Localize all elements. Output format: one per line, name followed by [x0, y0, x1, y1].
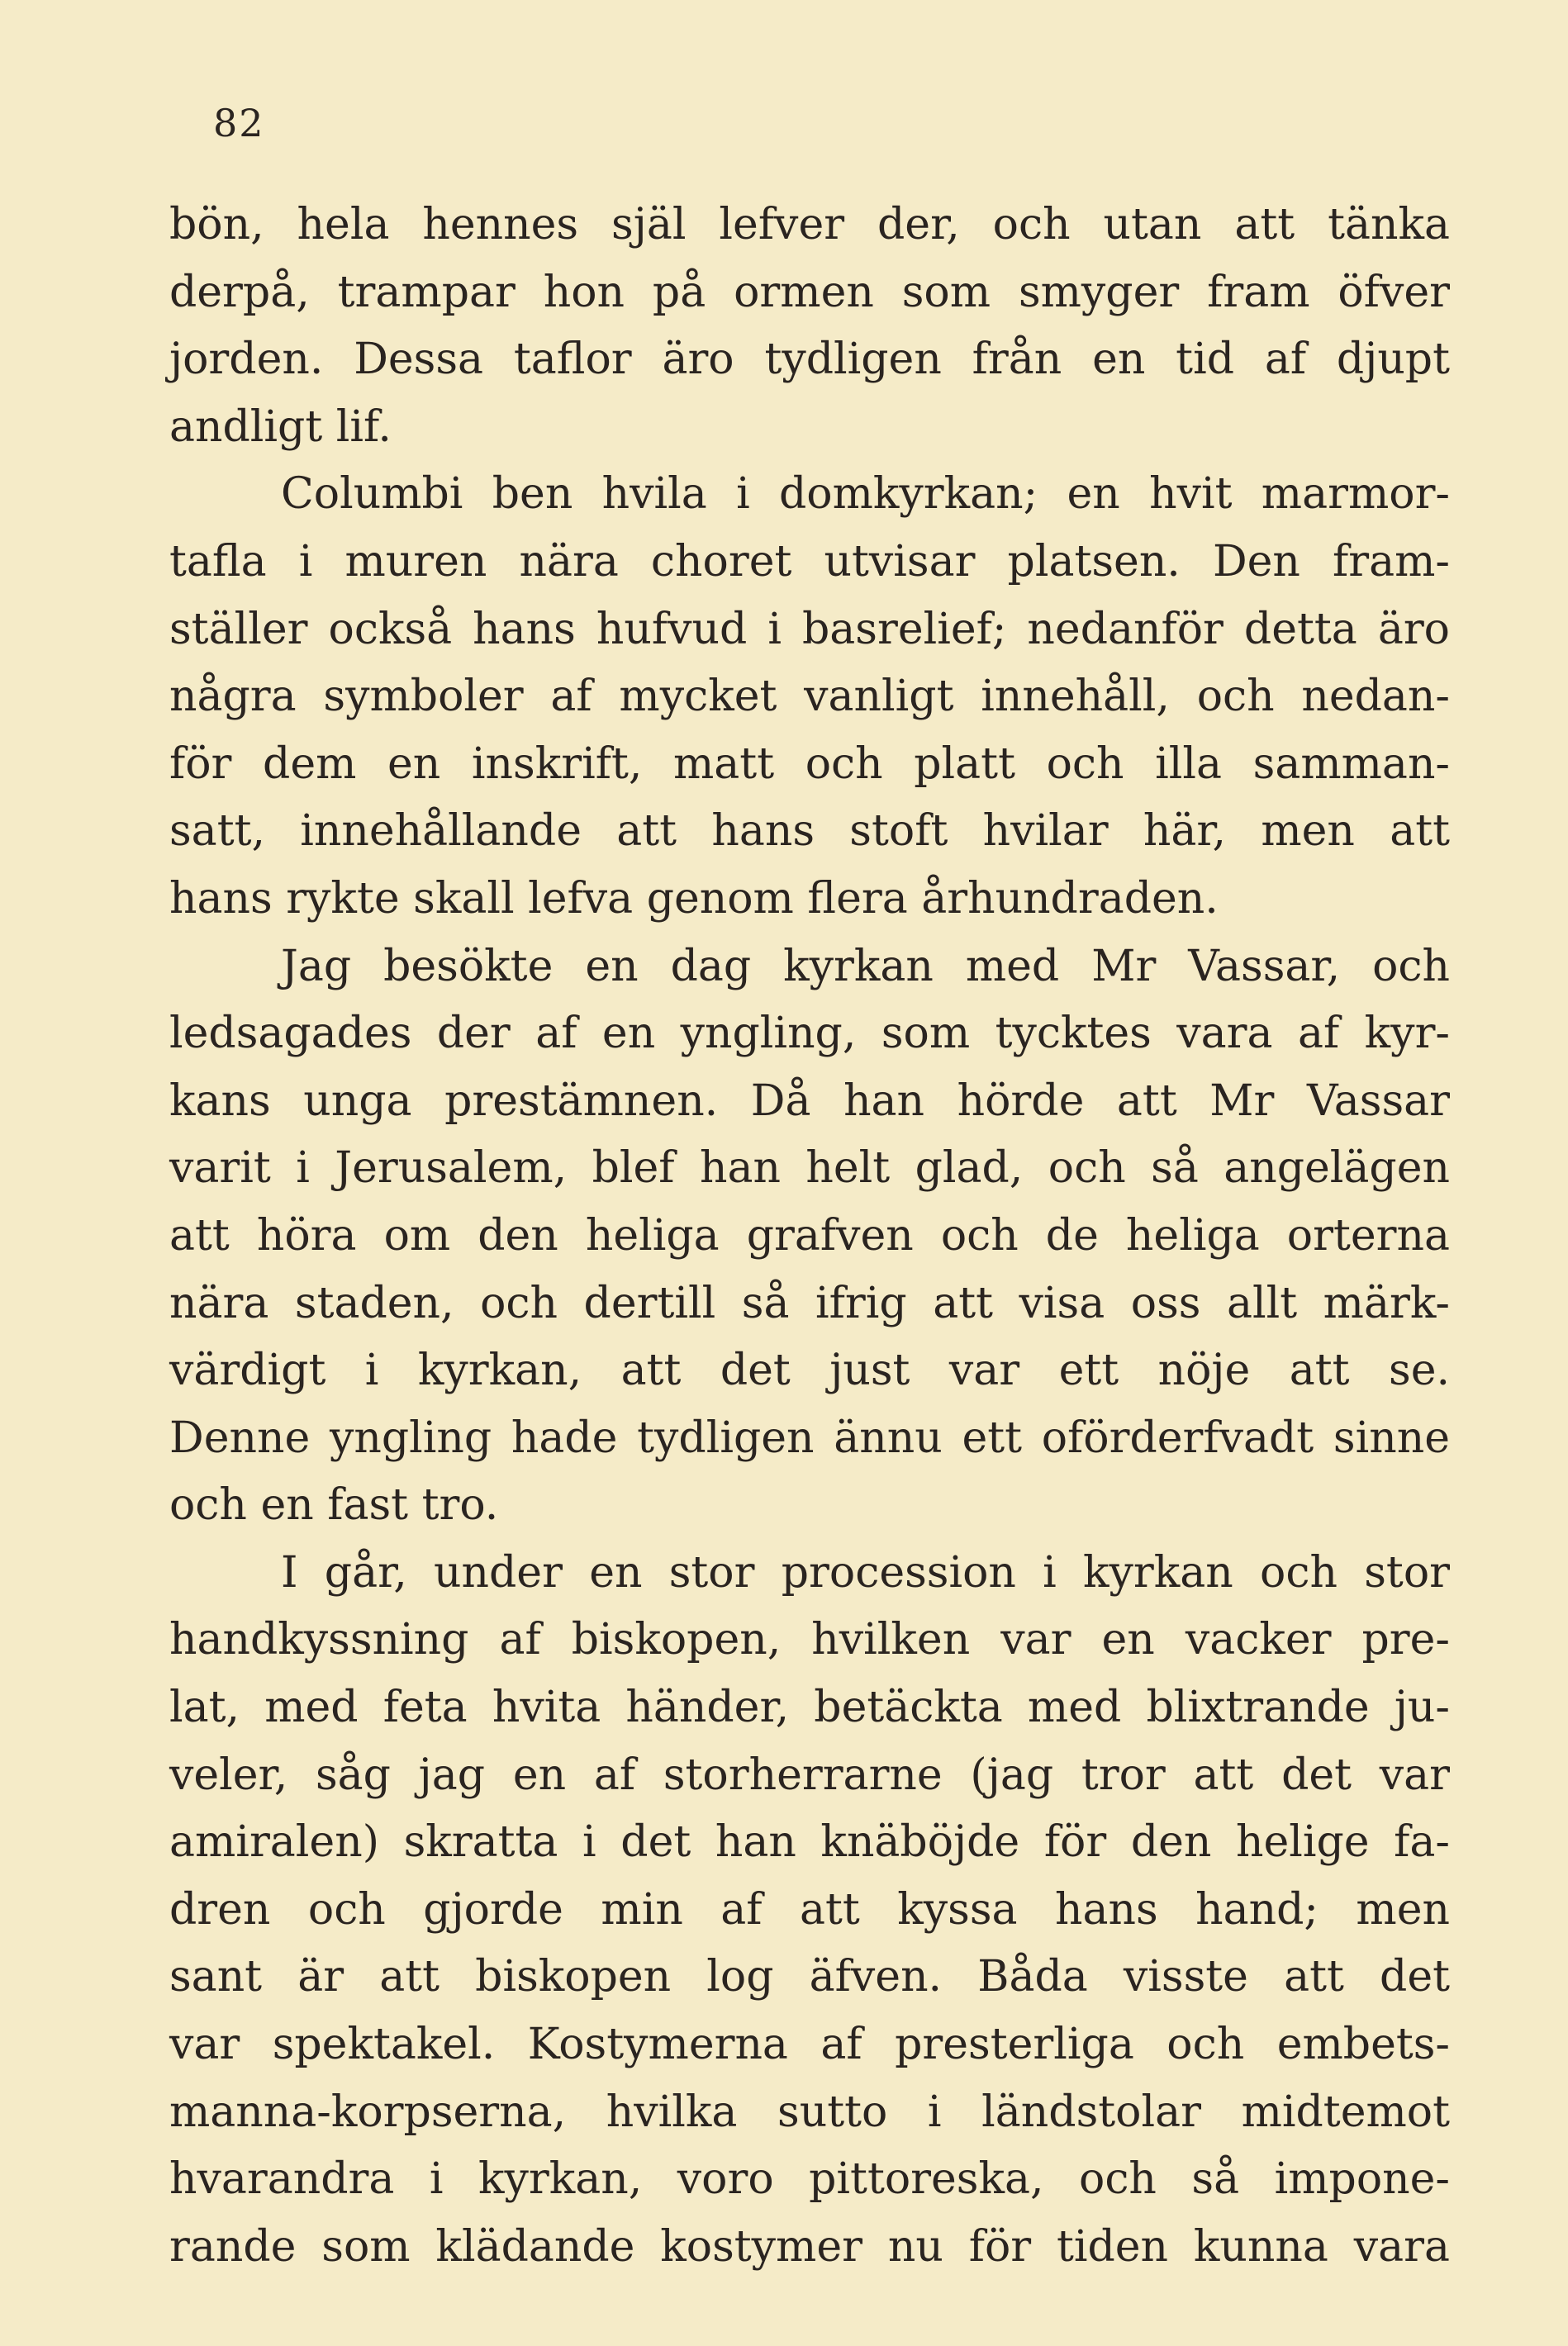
text-line: ledsagades der af en yngling, som tycktes vara af kyr-	[169, 1009, 1450, 1059]
text-line: nära staden, och dertill så ifrig att visa oss allt märk-	[169, 1278, 1450, 1328]
text-line: kans unga prestämnen. Då han hörde att Mr Vassar	[169, 1076, 1450, 1126]
text-line: bön, hela hennes själ lefver der, och utan att tänka	[169, 200, 1450, 249]
text-line: handkyssning af biskopen, hvilken var en vacker pre-	[169, 1615, 1450, 1665]
text-line: hvarandra i kyrkan, voro pittoreska, och så impone-	[169, 2154, 1450, 2205]
text-line: var spektakel. Kostymerna af presterliga och embets-	[169, 2020, 1450, 2070]
text-line: veler, såg jag en af storherrarne (jag tror att det var	[169, 1750, 1450, 1800]
text-line: I går, under en stor procession i kyrkan och stor	[281, 1547, 1450, 1598]
text-line: derpå, trampar hon på ormen som smyger fram öfver	[169, 267, 1450, 317]
text-line: tafla i muren nära choret utvisar platsen. Den fram-	[169, 536, 1450, 586]
text-line: varit i Jerusalem, blef han helt glad, och så angelägen	[169, 1143, 1450, 1194]
text-line: för dem en inskrift, matt och platt och illa samman-	[169, 738, 1450, 789]
text-line: amiralen) skratta i det han knäböjde för den helige fa-	[169, 1817, 1450, 1868]
text-line: lat, med feta hvita händer, betäckta med blixtrande ju-	[169, 1683, 1450, 1733]
text-line: andligt lif.	[169, 401, 392, 452]
text-line: ställer också hans hufvud i basrelief; nedanför detta äro	[169, 604, 1450, 654]
body-text	[169, 192, 1450, 2281]
text-line: sant är att biskopen log äfven. Båda visste att det	[169, 1952, 1450, 2002]
text-line: att höra om den heliga grafven och de heliga orterna	[169, 1210, 1450, 1261]
text-line: värdigt i kyrkan, att det just var ett nöje att se.	[169, 1346, 1450, 1396]
text-line: hans rykte skall lefva genom flera århundraden.	[169, 873, 1219, 924]
text-line: jorden. Dessa taflor äro tydligen från en tid af djupt	[169, 335, 1450, 385]
text-line: Columbi ben hvila i domkyrkan; en hvit marmor-	[281, 469, 1450, 520]
text-line: Jag besökte en dag kyrkan med Mr Vassar, och	[281, 941, 1450, 991]
text-line: satt, innehållande att hans stoft hvilar här, men att	[169, 806, 1450, 857]
text-line: och en fast tro.	[169, 1480, 499, 1531]
text-line: rande som klädande kostymer nu för tiden kunna vara	[169, 2221, 1450, 2272]
text-line: manna-korpserna, hvilka sutto i ländstolar midtemot	[169, 2087, 1450, 2137]
text-line: dren och gjorde min af att kyssa hans hand; men	[169, 1884, 1450, 1935]
text-line: Denne yngling hade tydligen ännu ett oförderfvadt sinne	[169, 1413, 1450, 1463]
text-line: några symboler af mycket vanligt innehåll, och nedan-	[169, 672, 1450, 722]
page-number: 82	[213, 101, 265, 145]
